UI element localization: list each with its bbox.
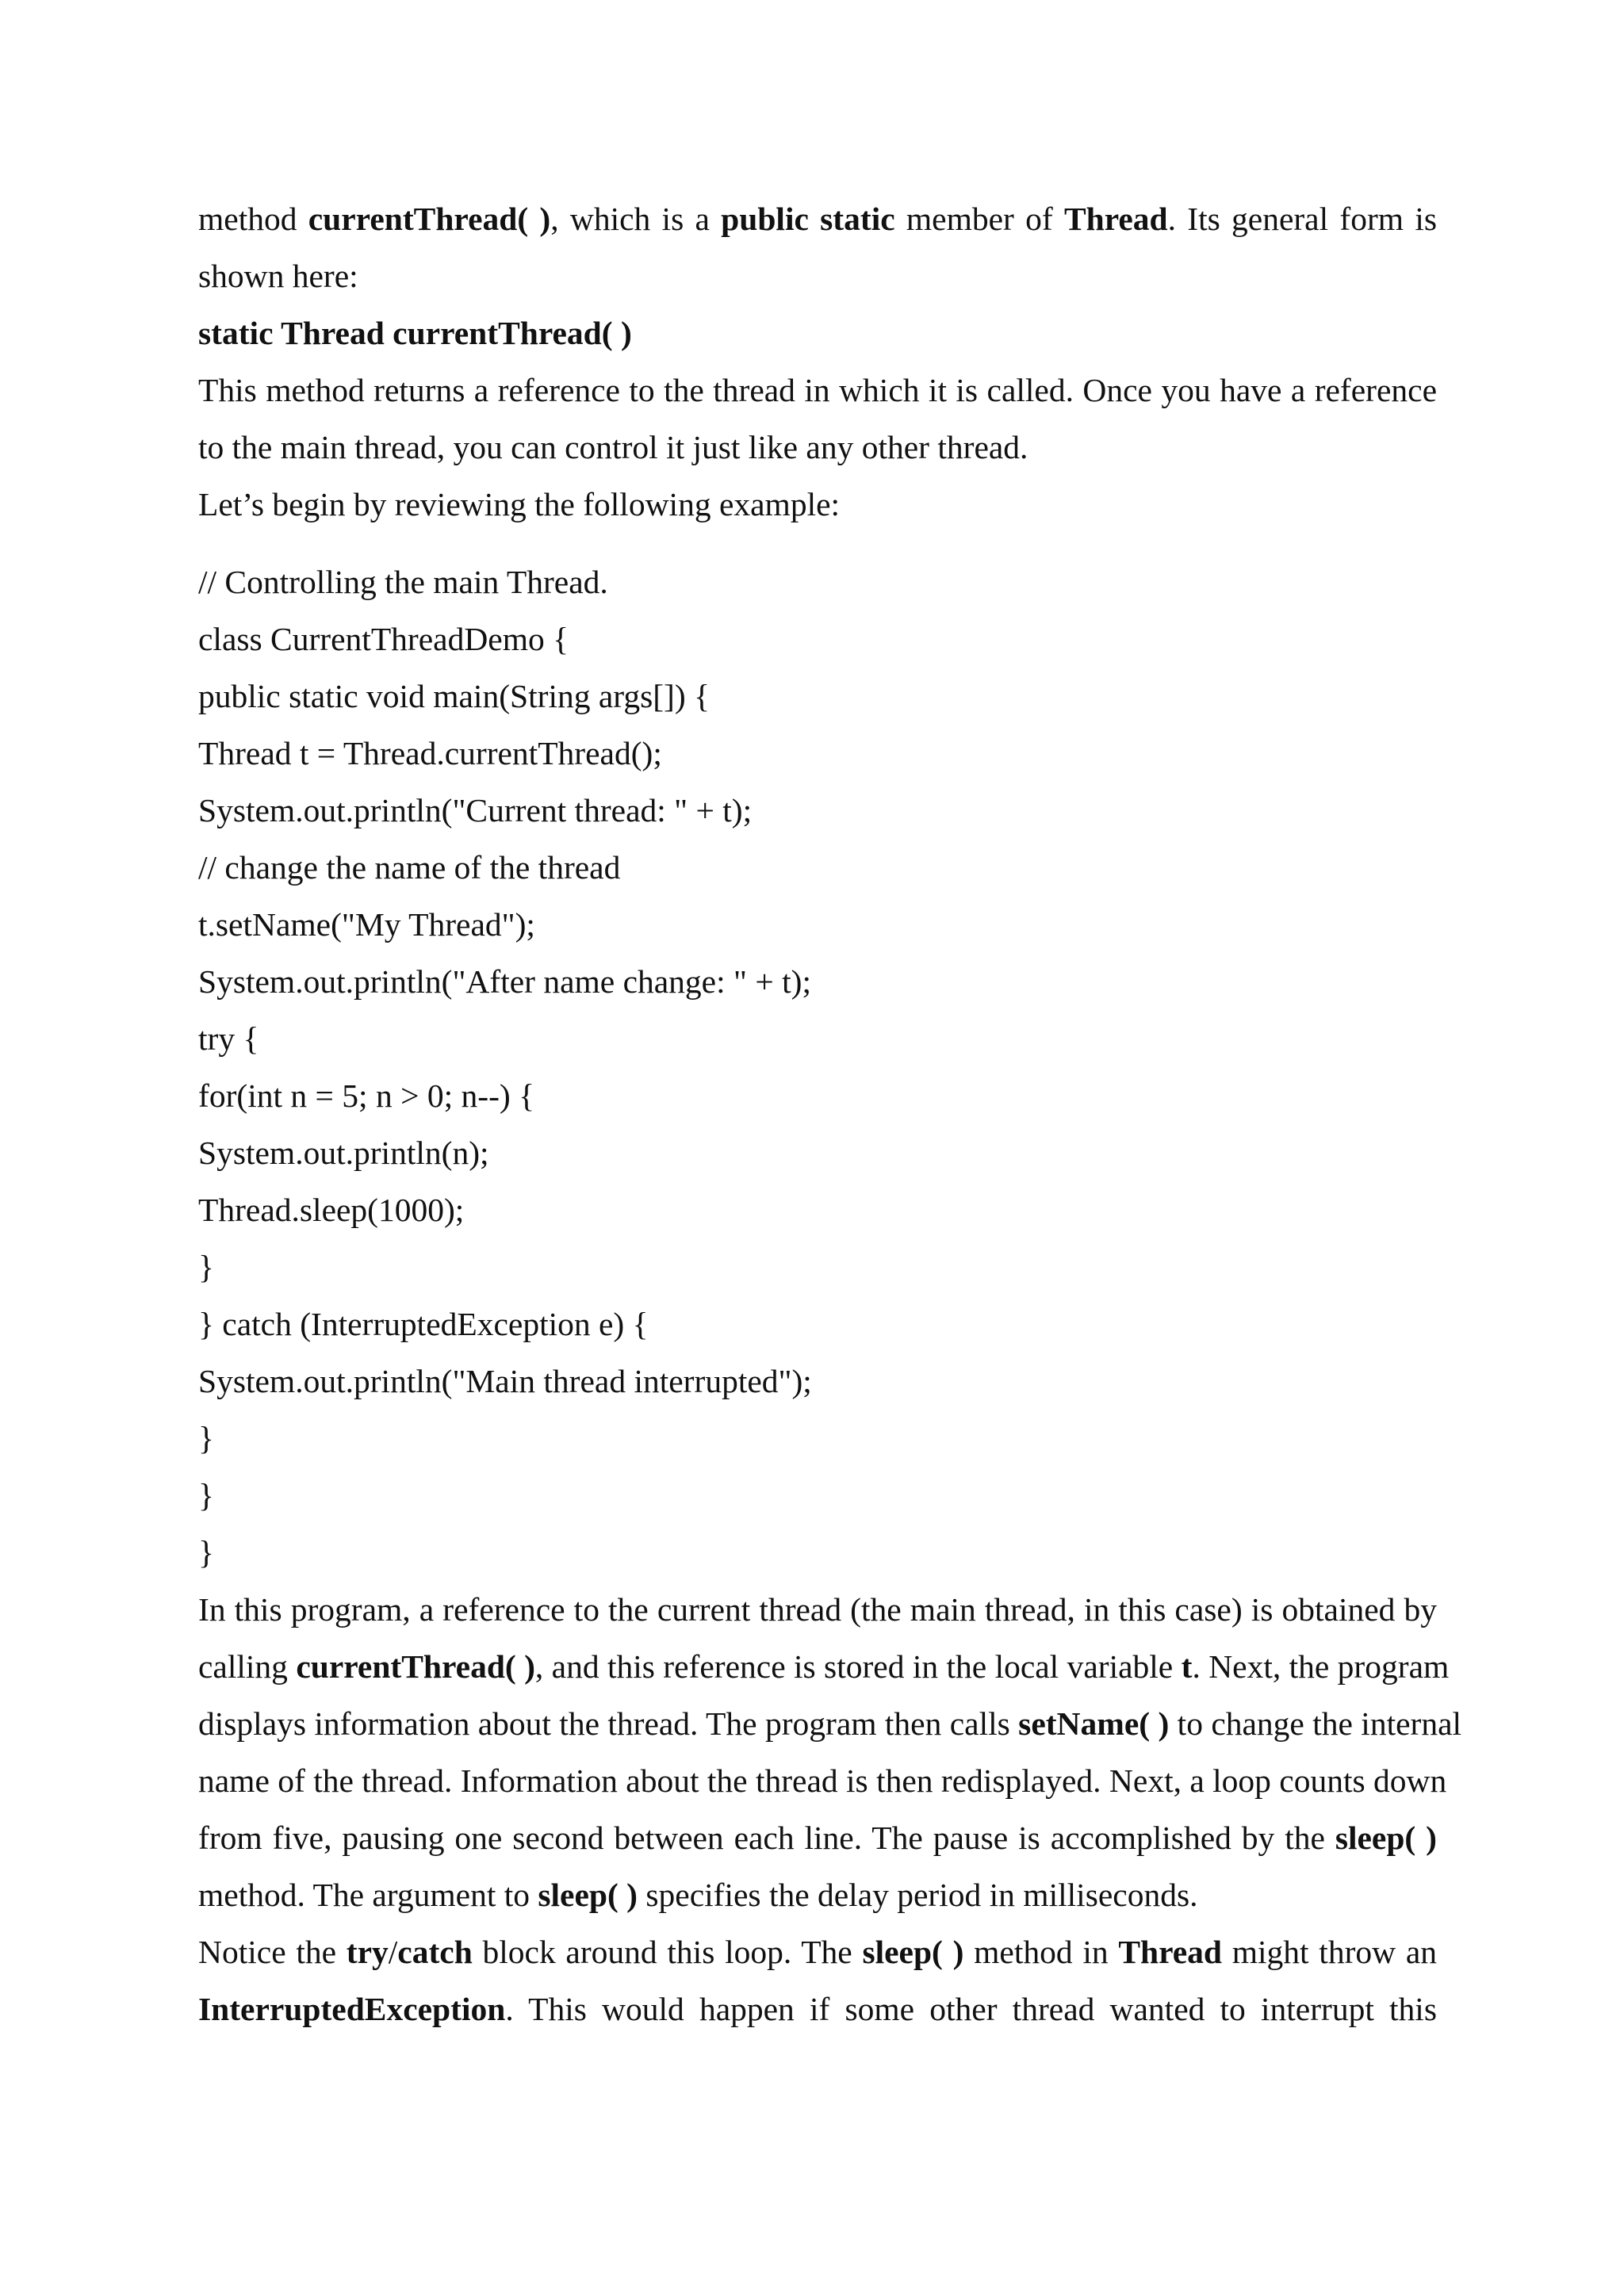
bold-term: sleep( ) (862, 1934, 964, 1970)
explanation (198, 1581, 1462, 2038)
bold-term: public static (721, 201, 895, 237)
code-line: class CurrentThreadDemo { (198, 621, 569, 657)
bold-term: setName( ) (1018, 1705, 1170, 1742)
text-run: . Its general form is (1167, 201, 1437, 237)
code-listing (198, 553, 1437, 1581)
text-run: might throw an (1222, 1934, 1437, 1970)
code-line: System.out.println("Current thread: " + t); (198, 792, 753, 828)
explanation-line (198, 1980, 1437, 2038)
bold-term: currentThread( ) (308, 201, 551, 237)
text-run: from five, pausing one second between each line. The pause is accomplished by the (198, 1820, 1335, 1856)
explanation-line (198, 1866, 1437, 1923)
code-line: t.setName("My Thread"); (198, 906, 535, 943)
code-line: public static void main(String args[]) { (198, 678, 710, 714)
section-gap (198, 533, 1437, 553)
code-line: System.out.println("Main thread interrupted"); (198, 1363, 812, 1399)
code-line: Thread.sleep(1000); (198, 1192, 465, 1228)
bold-term: t (1181, 1648, 1193, 1685)
text-run: member of (894, 201, 1064, 237)
explanation-line (198, 1638, 1450, 1695)
method-signature (198, 304, 1437, 362)
code-line: Thread t = Thread.currentThread(); (198, 735, 662, 771)
bold-term: catch (397, 1934, 473, 1970)
text-run: name of the thread. Information about the thread is then redisplayed. Next, a loop counts down (198, 1762, 1447, 1799)
text-run: method in (963, 1934, 1119, 1970)
bold-term: sleep( ) (1335, 1820, 1437, 1856)
explanation-line (198, 1581, 1437, 1638)
intro-line-1 (198, 190, 1437, 247)
intro-line-2: shown here: (198, 258, 358, 294)
text-run: method (198, 201, 308, 237)
method-signature-text: static Thread currentThread( ) (198, 315, 632, 351)
bold-term: Thread (1118, 1934, 1223, 1970)
bold-term: try (346, 1934, 389, 1970)
bold-term: currentThread( ) (296, 1648, 535, 1685)
intro-line-6: Let’s begin by reviewing the following example: (198, 486, 841, 522)
text-run: , and this reference is stored in the local variable (534, 1648, 1182, 1685)
code-line: // Controlling the main Thread. (198, 564, 608, 600)
code-line: // change the name of the thread (198, 849, 621, 886)
text-run: method. The argument to (198, 1877, 538, 1913)
code-line: System.out.println("After name change: " + t); (198, 963, 811, 1000)
document-page (198, 190, 1462, 2038)
code-line: } (198, 1420, 214, 1456)
bold-term: Thread (1063, 201, 1168, 237)
bold-term: sleep( ) (538, 1877, 638, 1913)
intro-line-5: to the main thread, you can control it just like any other thread. (198, 429, 1028, 465)
text-run: In this program, a reference to the current thread (the main thread, in this case) is obtained by (198, 1591, 1437, 1628)
text-run: to change the internal (1169, 1705, 1462, 1742)
explanation-line (198, 1923, 1437, 1980)
bold-term: InterruptedException (198, 1991, 506, 2027)
code-line: } (198, 1477, 214, 1513)
code-line: for(int n = 5; n > 0; n--) { (198, 1077, 535, 1114)
text-run: calling (198, 1648, 297, 1685)
text-run: . This would happen if some other thread wanted to interrupt this (505, 1991, 1437, 2027)
code-line: } (198, 1534, 214, 1571)
intro-line-4: This method returns a reference to the thread in which it is called. Once you have a reference (198, 372, 1437, 408)
text-run: specifies the delay period in milliseconds. (638, 1877, 1198, 1913)
text-run: Notice the (198, 1934, 347, 1970)
code-line: } catch (InterruptedException e) { (198, 1306, 649, 1342)
text-run: / (388, 1934, 398, 1970)
code-line: System.out.println(n); (198, 1135, 489, 1171)
explanation-line (198, 1752, 1447, 1809)
explanation-line (198, 1695, 1462, 1752)
text-run: block around this loop. The (472, 1934, 863, 1970)
text-run: . Next, the program (1192, 1648, 1450, 1685)
explanation-line (198, 1809, 1437, 1866)
code-line: } (198, 1249, 214, 1285)
text-run: , which is a (550, 201, 722, 237)
text-run: displays information about the thread. The program then calls (198, 1705, 1019, 1742)
code-line: try { (198, 1020, 259, 1057)
